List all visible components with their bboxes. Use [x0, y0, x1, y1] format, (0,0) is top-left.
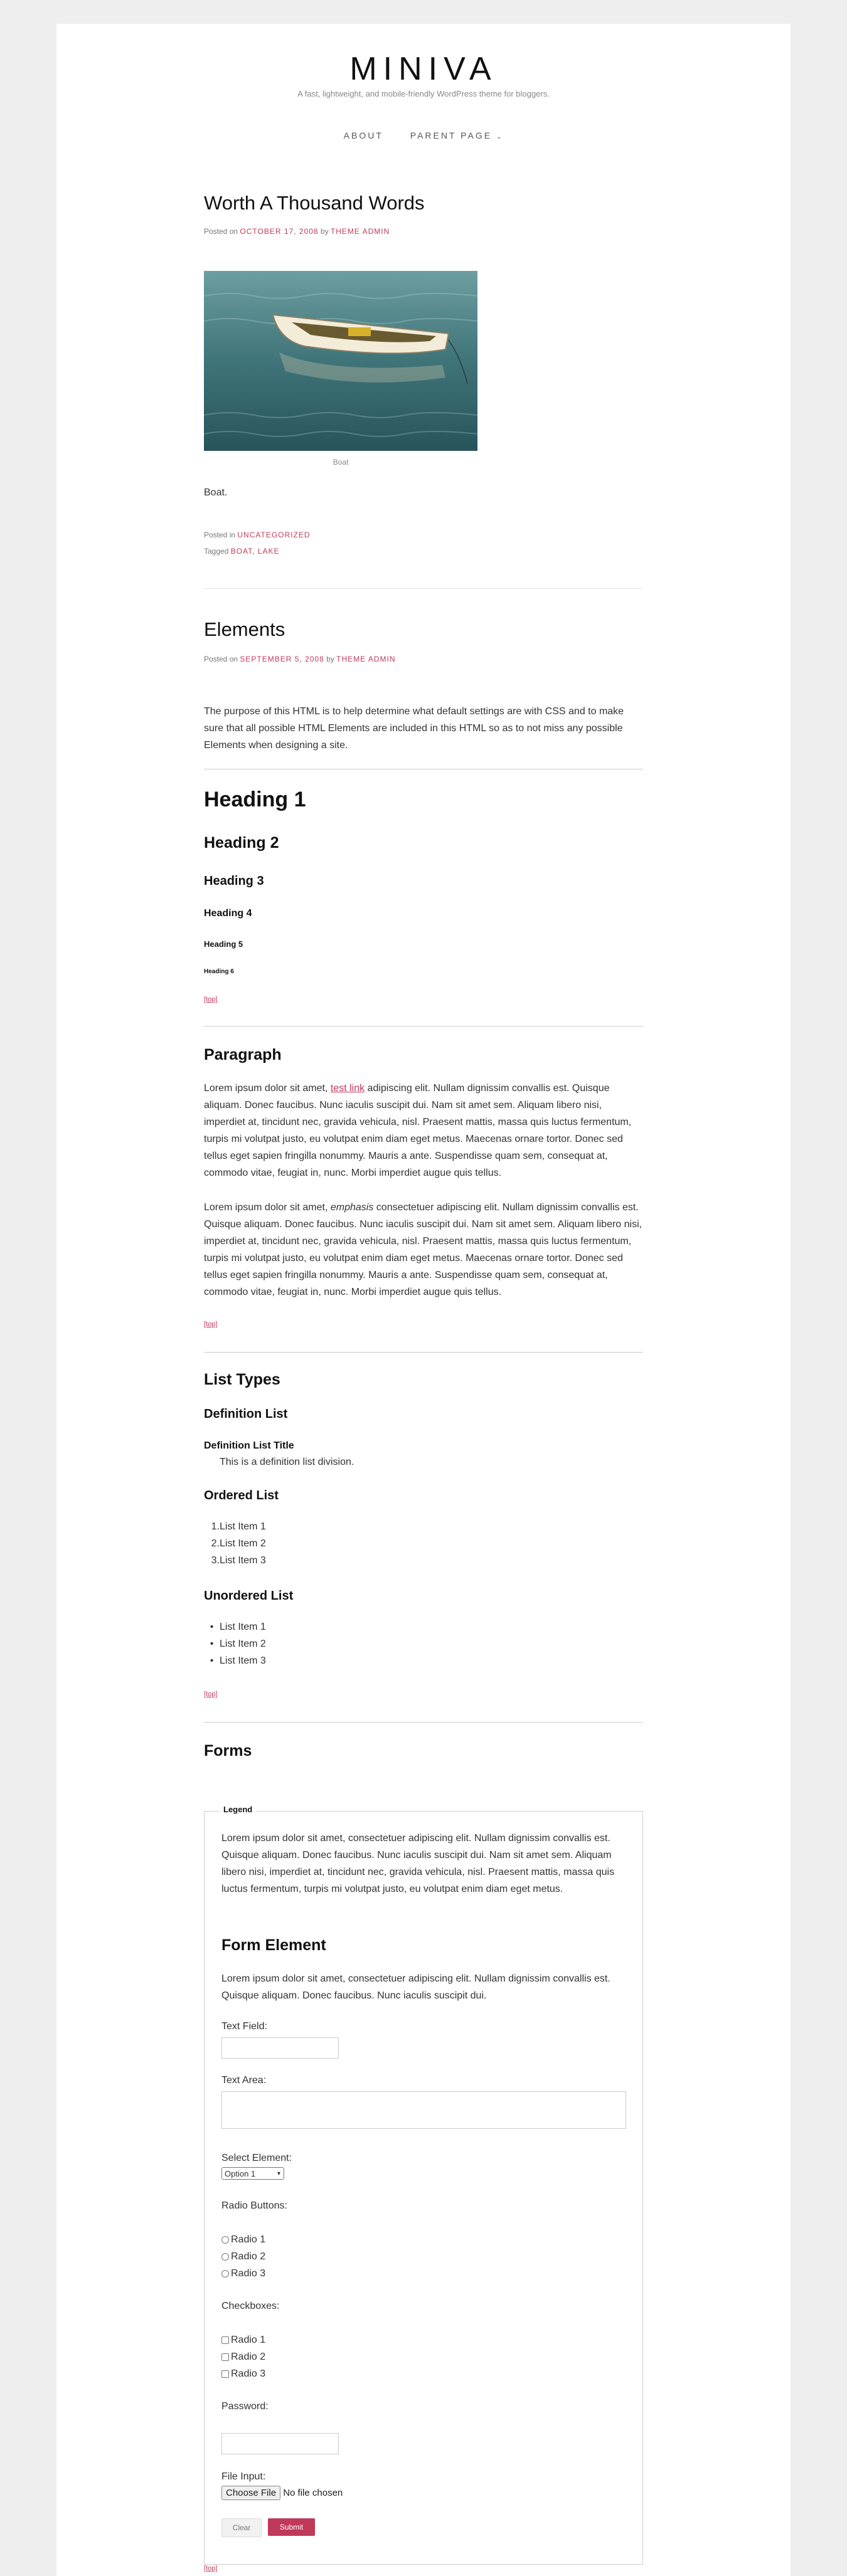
checkbox-option[interactable] [221, 2331, 265, 2348]
post-date-link[interactable]: OCTOBER 17, 2008 [240, 227, 319, 236]
section-divider [204, 1352, 643, 1353]
radio-text: Radio 2 [231, 2251, 266, 2262]
definition-title: Definition List Title [204, 1440, 294, 1451]
checkbox-icon [221, 2336, 229, 2344]
paragraph-text: Lorem ipsum dolor sit amet, [204, 1083, 331, 1094]
checkbox-text: Radio 1 [231, 2335, 266, 2345]
text-area-label: Text Area: [221, 2075, 267, 2086]
heading-1: Heading 1 [204, 788, 306, 811]
list-item: • List Item 2 [210, 1639, 266, 1649]
list-item-text: List Item 1 [220, 1622, 266, 1632]
intro-paragraph: The purpose of this HTML is to help determine what default settings are with CSS and to make sure that all possible HTML Elements are included in this HTML so as to not miss any possible Elements when designing a site. [204, 706, 624, 751]
legend-paragraph: Lorem ipsum dolor sit amet, consectetuer adipiscing elit. Nullam dignissim convallis est. Quisque aliquam. Donec faucibus. Nunc iaculis suscipit dui. Nam sit amet sem. Aliquam libero nisi, imperdiet at, tincidunt nec, gravida vehicula, nisl. Praesent mattis, massa quis luctus fermentum, turpis mi volutpat justo, eu volutpat enim diam eget metus. [221, 1833, 615, 1894]
checkbox-icon [221, 2353, 229, 2361]
paragraph-text: adipiscing elit. Nullam dignissim convallis est. Quisque aliquam. Donec faucibus. Nunc iaculis suscipit dui. Nam sit amet sem. Aliquam libero nisi, imperdiet at, tincidunt nec, gravida vehicula, nisl. Praesent mattis, massa quis luctus fermentum, turpis mi volutpat justo, eu volutpat enim diam eget metus. Maecenas ornare tortor. Donec sed tellus eget sapien fringilla nonummy. Mauris a ante. Suspendisse quam sem, consequat at, commodo vitae, feugiat in, nunc. Morbi imperdiet augue quis tellus. [204, 1083, 632, 1178]
emphasis-text: emphasis [330, 1202, 374, 1213]
checkbox-icon [221, 2370, 229, 2378]
form-paragraph: Lorem ipsum dolor sit amet, consectetuer adipiscing elit. Nullam dignissim convallis est. Quisque aliquam. Donec faucibus. Nunc iaculis suscipit dui. [221, 1973, 610, 2001]
post-body: Boat. [204, 487, 228, 498]
radio-option[interactable] [221, 2248, 265, 2265]
file-input-label: File Input: [221, 2471, 266, 2482]
heading-2: Heading 2 [204, 834, 279, 852]
list-item-text: List Item 3 [220, 1655, 266, 1666]
list-item: 3.List Item 3 [211, 1555, 266, 1566]
nav-item-about[interactable]: ABOUT [343, 130, 383, 140]
radio-text: Radio 1 [231, 2234, 266, 2245]
heading-3: Heading 3 [204, 874, 264, 888]
post-categories [204, 531, 311, 539]
checkbox-option[interactable] [221, 2365, 265, 2382]
paragraph-1 [204, 1080, 643, 1181]
post-divider [204, 588, 643, 589]
radio-icon [221, 2236, 229, 2244]
clear-button[interactable]: Clear [221, 2518, 262, 2537]
posted-on-label: Posted on [204, 227, 238, 236]
site-title[interactable]: MINIVA [349, 51, 498, 87]
chevron-down-icon: ⌄ [496, 134, 504, 140]
choose-file-button[interactable]: Choose File [221, 2486, 280, 2500]
unordered-list [204, 1618, 266, 1669]
paragraph-text: consectetuer adipiscing elit. Nullam dignissim convallis est. Quisque aliquam. Donec faucibus. Nunc iaculis suscipit dui. Nam sit amet sem. Aliquam libero nisi, imperdiet at, tincidunt nec, gravida vehicula, nisl. Praesent mattis, massa quis luctus fermentum, turpis mi volutpat justo, eu volutpat enim diam eget metus. Maecenas ornare tortor. Donec sed tellus eget sapien fringilla nonummy. Mauris a ante. Suspendisse quam sem, consequat at, commodo vitae, feugiat in, nunc. Morbi imperdiet augue quis tellus. [204, 1202, 642, 1297]
select-value: Option 1 [225, 2169, 256, 2178]
list-item: 1.List Item 1 [211, 1521, 266, 1532]
post-tags [204, 547, 280, 556]
top-link[interactable]: [top] [204, 2565, 218, 2572]
top-link[interactable]: [top] [204, 1691, 218, 1698]
file-input [221, 2486, 343, 2500]
top-link[interactable]: [top] [204, 996, 218, 1003]
heading-4: Heading 4 [204, 908, 252, 919]
page-container [56, 24, 791, 2576]
radio-option[interactable] [221, 2231, 265, 2248]
text-area-input[interactable] [221, 2091, 626, 2129]
tagged-label: Tagged [204, 547, 229, 556]
chevron-down-icon: ▾ [277, 2170, 280, 2177]
list-item-text: List Item 3 [220, 1555, 266, 1566]
nav-item-label: PARENT PAGE [410, 130, 493, 140]
section-divider [204, 1026, 643, 1027]
checkbox-option[interactable] [221, 2348, 265, 2365]
boat-illustration [204, 271, 477, 451]
site-tagline: A fast, lightweight, and mobile-friendly WordPress theme for bloggers. [297, 89, 550, 98]
content-area [204, 24, 643, 2572]
list-item-text: List Item 2 [220, 1639, 266, 1649]
tags-links[interactable]: BOAT, LAKE [230, 547, 280, 556]
top-link[interactable]: [top] [204, 1321, 218, 1328]
post-meta-elements [204, 655, 396, 663]
post-meta [204, 227, 390, 236]
paragraph-text: Lorem ipsum dolor sit amet, [204, 1202, 331, 1213]
posted-on-label: Posted on [204, 655, 238, 663]
text-field-input[interactable] [221, 2037, 339, 2059]
unordered-list-heading: Unordered List [204, 1589, 294, 1603]
list-item: • List Item 1 [210, 1622, 266, 1632]
list-item-text: List Item 2 [220, 1538, 266, 1549]
checkbox-text: Radio 2 [231, 2352, 266, 2362]
form-element-heading: Form Element [221, 1936, 326, 1954]
fieldset-legend: Legend [220, 1805, 256, 1814]
definition-list-heading: Definition List [204, 1407, 288, 1421]
ordered-list [204, 1518, 266, 1569]
file-status: No file chosen [283, 2488, 343, 2498]
checkbox-label: Checkboxes: [221, 2301, 280, 2311]
post-title-elements[interactable]: Elements [204, 618, 285, 640]
by-label: by [326, 655, 334, 663]
radio-icon [221, 2253, 229, 2261]
author-link[interactable]: THEME ADMIN [336, 655, 396, 663]
heading-5: Heading 5 [204, 939, 243, 949]
boat-image [204, 271, 477, 451]
section-divider [204, 1722, 643, 1723]
list-item: • List Item 3 [210, 1655, 266, 1666]
image-caption: Boat [333, 458, 349, 467]
author-link[interactable]: THEME ADMIN [330, 227, 390, 236]
forms-heading: Forms [204, 1742, 252, 1760]
submit-button[interactable]: Submit [268, 2518, 315, 2536]
list-types-heading: List Types [204, 1371, 280, 1388]
password-input[interactable] [221, 2433, 339, 2454]
posted-in-label: Posted in [204, 531, 236, 539]
ordered-list-heading: Ordered List [204, 1489, 279, 1502]
heading-6: Heading 6 [204, 968, 234, 975]
paragraph-heading: Paragraph [204, 1046, 282, 1064]
radio-text: Radio 3 [231, 2268, 266, 2279]
radio-icon [221, 2270, 229, 2278]
list-item-text: List Item 1 [220, 1521, 266, 1532]
password-label: Password: [221, 2401, 269, 2412]
select-dropdown[interactable] [221, 2167, 284, 2180]
category-link[interactable]: UNCATEGORIZED [237, 531, 311, 539]
definition-description: This is a definition list division. [220, 1457, 354, 1467]
list-item: 2.List Item 2 [211, 1538, 266, 1549]
text-field-label: Text Field: [221, 2021, 267, 2032]
test-link[interactable]: test link [330, 1083, 365, 1094]
paragraph-2 [204, 1199, 643, 1301]
checkbox-text: Radio 3 [231, 2368, 266, 2379]
radio-label: Radio Buttons: [221, 2200, 287, 2211]
post-title[interactable]: Worth A Thousand Words [204, 192, 425, 214]
by-label: by [320, 227, 329, 236]
radio-option[interactable] [221, 2265, 265, 2282]
select-label: Select Element: [221, 2153, 292, 2163]
post-date-link[interactable]: SEPTEMBER 5, 2008 [240, 655, 324, 663]
